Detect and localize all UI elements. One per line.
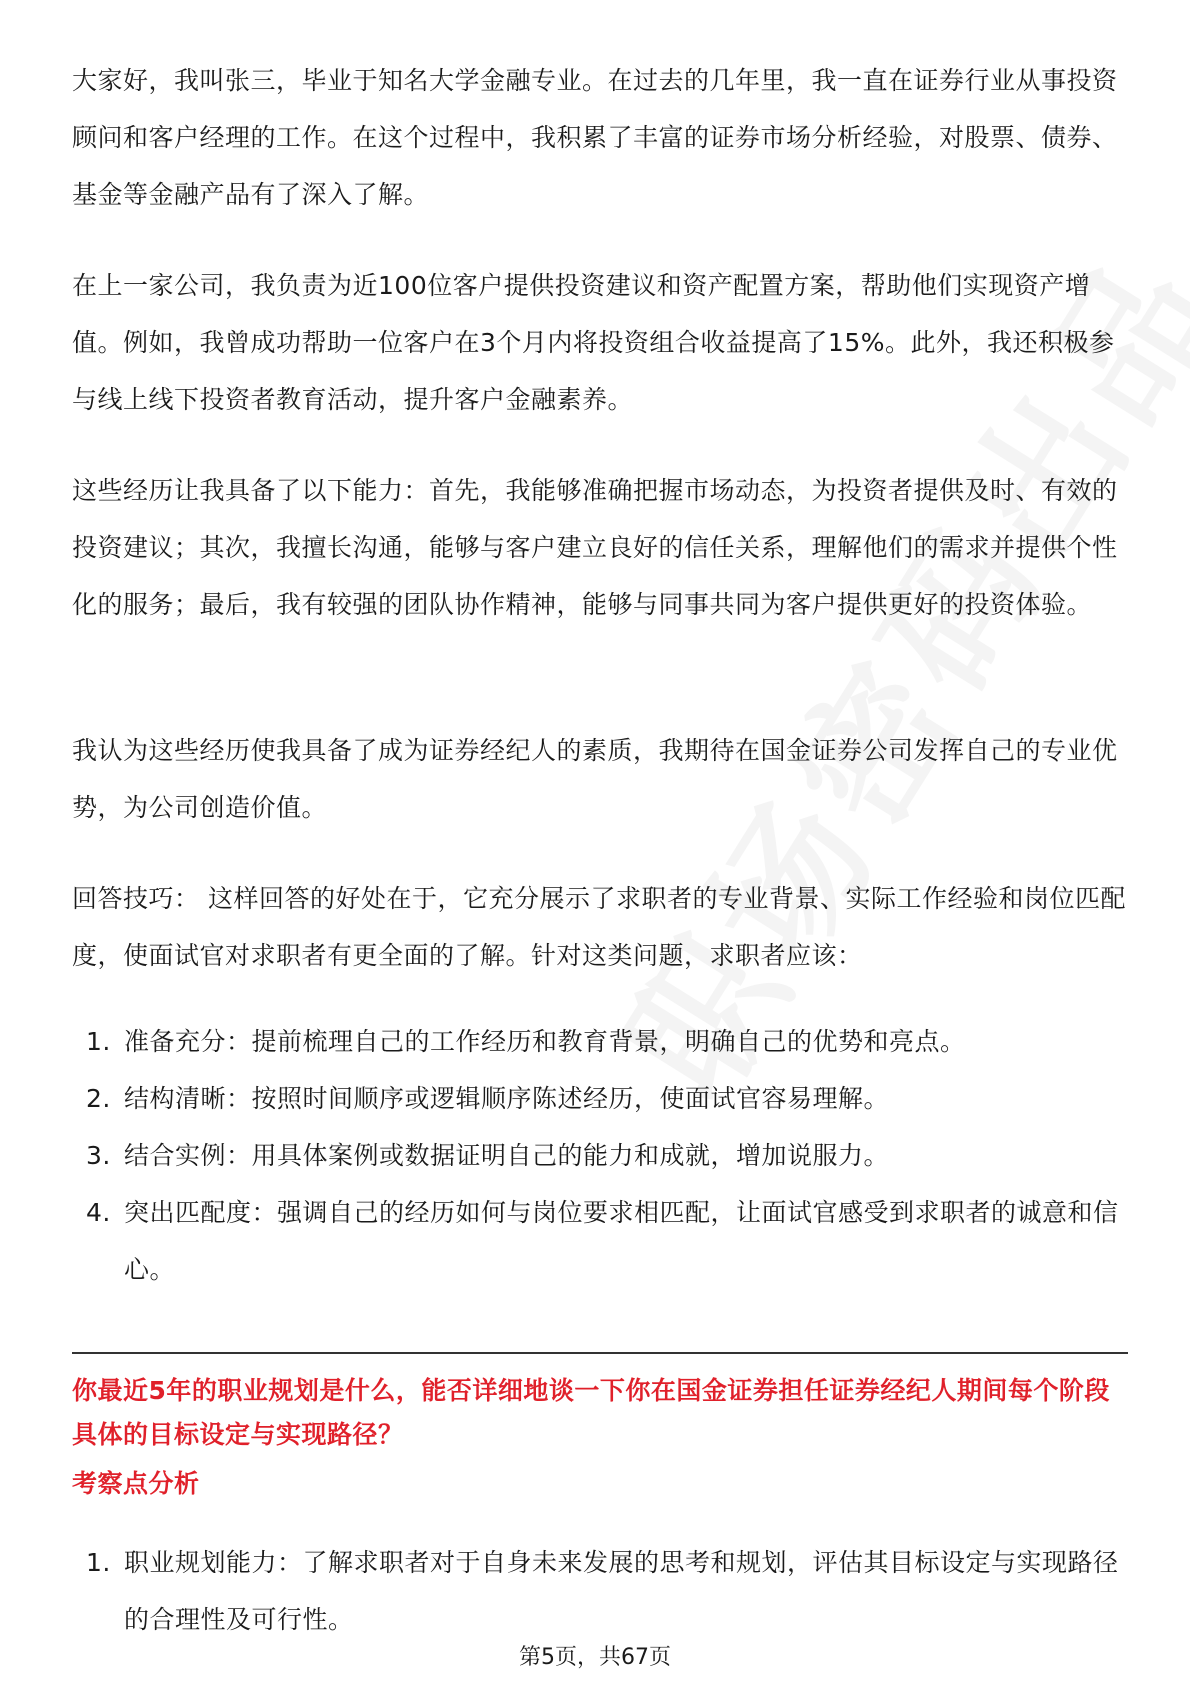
section-title: 考察点分析 (72, 1469, 200, 1498)
list-item-number: 2. (86, 1084, 111, 1113)
page-footer: 第5页，共67页 (519, 1645, 671, 1670)
intro-paragraph: 大家好，我叫张三，毕业于知名大学金融专业。在过去的几年里，我一直在证券行业从事投资顾问和客户经理的工作。在这个过程中，我积累了丰富的证券市场分析经验，对股票、债券、基金等金融产品有了深入了解。 (72, 66, 1118, 209)
list-item-text: 职业规划能力：了解求职者对于自身未来发展的思考和规划，评估其目标设定与实现路径的合理性及可行性。 (124, 1548, 1119, 1634)
list-item (72, 1013, 1128, 1070)
experience-paragraph: 在上一家公司，我负责为近100位客户提供投资建议和资产配置方案，帮助他们实现资产增值。例如，我曾成功帮助一位客户在3个月内将投资组合收益提高了15%。此外，我还积极参与线上线下投资者教育活动，提升客户金融素养。 (72, 271, 1115, 414)
conclusion-paragraph: 我认为这些经历使我具备了成为证券经纪人的素质，我期待在国金证券公司发挥自己的专业优势，为公司创造价值。 (72, 736, 1118, 822)
list-item-text: 结合实例：用具体案例或数据证明自己的能力和成就，增加说服力。 (124, 1141, 890, 1170)
list-item-number: 3. (86, 1141, 111, 1170)
list-item (72, 1127, 1128, 1184)
list-item-text: 准备充分：提前梳理自己的工作经历和教育背景，明确自己的优势和亮点。 (124, 1027, 966, 1056)
list-item (72, 1534, 1128, 1648)
tips-list (72, 1013, 1128, 1298)
list-item-number: 4. (86, 1198, 111, 1227)
abilities-paragraph: 这些经历让我具备了以下能力：首先，我能够准确把握市场动态，为投资者提供及时、有效的投资建议；其次，我擅长沟通，能够与客户建立良好的信任关系，理解他们的需求并提供个性化的服务；最后，我有较强的团队协作精神，能够与同事共同为客户提供更好的投资体验。 (72, 476, 1118, 619)
answer-tips-paragraph: 回答技巧： 这样回答的好处在于，它充分展示了求职者的专业背景、实际工作经验和岗位匹配度，使面试官对求职者有更全面的了解。针对这类问题，求职者应该： (72, 884, 1126, 970)
list-item (72, 1184, 1128, 1298)
section-divider (72, 1352, 1128, 1354)
list-item-number: 1. (86, 1027, 111, 1056)
list-item-number: 1. (86, 1548, 111, 1577)
list-item-text: 突出匹配度：强调自己的经历如何与岗位要求相匹配，让面试官感受到求职者的诚意和信心。 (124, 1198, 1119, 1284)
interview-question: 你最近5年的职业规划是什么，能否详细地谈一下你在国金证券担任证券经纪人期间每个阶段具体的目标设定与实现路径？ (72, 1376, 1110, 1449)
list-item (72, 1070, 1128, 1127)
list-item-text: 结构清晰：按照时间顺序或逻辑顺序陈述经历，使面试官容易理解。 (124, 1084, 890, 1113)
analysis-list (72, 1534, 1128, 1648)
